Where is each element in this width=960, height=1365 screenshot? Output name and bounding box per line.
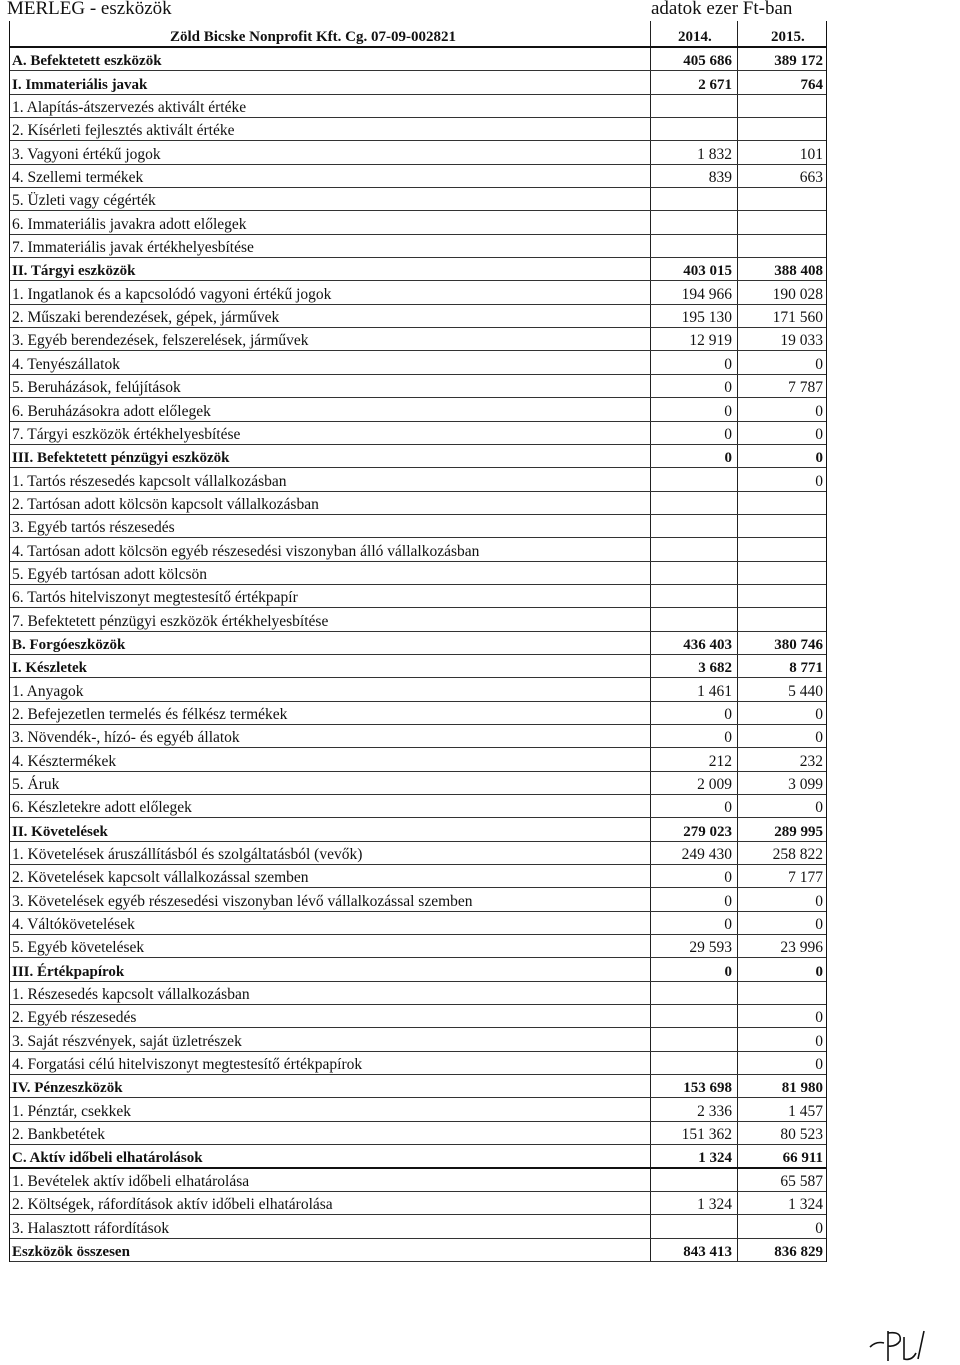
value-2014: 279 023	[683, 823, 732, 840]
value-2015: 289 995	[774, 823, 823, 840]
value-2014: 0	[724, 892, 732, 910]
column-divider	[737, 632, 738, 654]
row-label: 1. Pénztár, csekkek	[12, 1102, 132, 1120]
column-divider	[650, 95, 651, 117]
column-divider	[737, 258, 738, 280]
column-divider	[650, 748, 651, 770]
row-label: 1. Részesedés kapcsolt vállalkozásban	[12, 986, 250, 1004]
column-divider	[737, 281, 738, 303]
value-2015: 1 457	[788, 1102, 823, 1120]
table-row	[10, 211, 826, 234]
row-label: 5. Üzleti vagy cégérték	[12, 192, 156, 210]
row-label: 3. Saját részvények, saját üzletrészek	[12, 1032, 242, 1050]
table-row	[10, 468, 826, 491]
value-2015: 0	[815, 799, 823, 817]
column-divider	[737, 141, 738, 163]
row-label: 3. Követelések egyéb részesedési viszonyban lévő vállalkozással szemben	[12, 892, 473, 910]
table-row	[10, 492, 826, 515]
row-label: 1. Bevételek aktív időbeli elhatárolása	[12, 1172, 250, 1190]
column-divider	[650, 1122, 651, 1144]
value-2014: 0	[724, 355, 732, 373]
company-name: Zöld Bicske Nonprofit Kft. Cg. 07-09-002821	[170, 29, 456, 45]
table-row	[10, 118, 826, 141]
value-2015: 101	[799, 145, 823, 163]
column-divider	[737, 772, 738, 794]
column-divider	[650, 1075, 651, 1097]
column-divider	[650, 538, 651, 560]
value-2014: 153 698	[683, 1080, 732, 1097]
value-2015: 0	[815, 1219, 823, 1237]
table-row	[10, 562, 826, 585]
table-row	[10, 725, 826, 748]
value-2015: 7 177	[788, 869, 823, 887]
column-divider	[650, 888, 651, 910]
value-2014: 0	[724, 379, 732, 397]
column-divider	[650, 375, 651, 397]
value-2014: 249 430	[681, 846, 732, 864]
column-divider	[737, 608, 738, 630]
value-2015: 836 829	[774, 1243, 823, 1260]
column-divider	[650, 1215, 651, 1237]
row-label: Eszközök összesen	[12, 1243, 130, 1260]
row-label: 5. Beruházások, felújítások	[12, 379, 181, 397]
value-2014: 0	[724, 963, 732, 980]
column-divider	[737, 935, 738, 957]
row-label: 5. Egyéb követelések	[12, 939, 145, 957]
column-divider	[650, 935, 651, 957]
column-divider	[737, 351, 738, 373]
column-divider	[650, 71, 651, 93]
row-label: 4. Tartósan adott kölcsön egyéb részesedési viszonyban álló vállalkozásban	[12, 542, 480, 560]
row-label: 2. Befejezetlen termelés és félkész termékek	[12, 705, 288, 723]
value-2014: 403 015	[683, 263, 732, 280]
column-divider	[737, 95, 738, 117]
row-label: 6. Tartós hitelviszonyt megtestesítő értékpapír	[12, 589, 298, 607]
value-2014: 0	[724, 729, 732, 747]
value-2014: 0	[724, 705, 732, 723]
value-2014: 405 686	[683, 53, 732, 70]
table-row	[10, 375, 826, 398]
row-label: 3. Növendék-, hízó- és egyéb állatok	[12, 729, 240, 747]
column-divider	[737, 678, 738, 700]
row-label: 6. Beruházásokra adott előlegek	[12, 402, 211, 420]
column-divider	[650, 165, 651, 187]
column-divider	[650, 1005, 651, 1027]
value-2014: 151 362	[681, 1126, 732, 1144]
column-divider	[650, 678, 651, 700]
column-divider	[737, 1239, 738, 1261]
value-2014: 1 461	[697, 682, 732, 700]
row-label: 2. Műszaki berendezések, gépek, járművek	[12, 309, 280, 327]
column-divider	[737, 865, 738, 887]
column-divider	[650, 1098, 651, 1120]
column-divider	[737, 1122, 738, 1144]
value-2015: 0	[815, 729, 823, 747]
value-2015: 171 560	[772, 309, 823, 327]
row-label: II. Követelések	[12, 823, 108, 840]
column-divider	[650, 422, 651, 444]
row-label: II. Tárgyi eszközök	[12, 263, 136, 280]
column-divider	[650, 608, 651, 630]
table-row	[10, 1075, 826, 1098]
table-header-row	[10, 21, 826, 48]
table-row	[10, 1239, 826, 1262]
column-divider	[737, 211, 738, 233]
column-divider	[737, 1028, 738, 1050]
row-label: 5. Áruk	[12, 776, 60, 793]
value-2015: 65 587	[780, 1172, 823, 1190]
column-divider	[650, 141, 651, 163]
table-body	[10, 48, 826, 1262]
column-divider	[737, 422, 738, 444]
column-divider	[650, 562, 651, 584]
value-2015: 0	[815, 963, 823, 980]
value-2015: 8 771	[789, 660, 823, 677]
value-2015: 0	[815, 450, 823, 467]
column-divider	[737, 562, 738, 584]
column-divider	[650, 305, 651, 327]
table-row	[10, 71, 826, 94]
table-row	[10, 445, 826, 468]
value-2014: 195 130	[681, 309, 732, 327]
row-label: 2. Egyéb részesedés	[12, 1009, 137, 1027]
column-divider	[650, 772, 651, 794]
table-row	[10, 655, 826, 678]
year-2014-header: 2014.	[678, 29, 712, 45]
table-row	[10, 888, 826, 911]
column-divider	[737, 468, 738, 490]
column-divider	[650, 492, 651, 514]
column-divider	[737, 1052, 738, 1074]
value-2015: 388 408	[774, 263, 823, 280]
value-2014: 3 682	[698, 660, 732, 677]
column-divider	[650, 188, 651, 210]
table-row	[10, 1145, 826, 1168]
value-2015: 19 033	[780, 332, 823, 350]
balance-sheet-title: MERLEG - eszközök	[7, 0, 172, 19]
row-label: 4. Késztermékek	[12, 752, 117, 770]
table-row	[10, 608, 826, 631]
value-2015: 0	[815, 1009, 823, 1027]
column-divider	[737, 445, 738, 467]
row-label: 3. Egyéb tartós részesedés	[12, 519, 175, 537]
table-row	[10, 818, 826, 841]
column-divider	[737, 165, 738, 187]
value-2014: 1 324	[698, 1149, 732, 1166]
table-row	[10, 305, 826, 328]
row-label: 3. Egyéb berendezések, felszerelések, járművek	[12, 332, 309, 350]
table-row	[10, 1169, 826, 1192]
column-divider	[737, 1215, 738, 1237]
row-label: IV. Pénzeszközök	[12, 1080, 123, 1097]
column-divider	[737, 725, 738, 747]
row-label: 3. Halasztott ráfordítások	[12, 1219, 170, 1237]
table-row	[10, 422, 826, 445]
column-divider	[650, 1052, 651, 1074]
value-2015: 232	[799, 752, 823, 770]
table-row	[10, 1005, 826, 1028]
table-row	[10, 1028, 826, 1051]
column-divider	[737, 748, 738, 770]
table-row	[10, 258, 826, 281]
value-2015: 663	[799, 169, 823, 187]
column-divider	[650, 515, 651, 537]
column-divider	[737, 515, 738, 537]
value-2015: 66 911	[782, 1149, 823, 1166]
column-divider	[737, 398, 738, 420]
value-2015: 190 028	[772, 285, 823, 303]
value-2015: 0	[815, 705, 823, 723]
value-2014: 1 324	[697, 1196, 732, 1214]
column-divider	[737, 1192, 738, 1214]
column-divider	[737, 375, 738, 397]
column-divider	[650, 818, 651, 840]
value-2014: 1 832	[697, 145, 732, 163]
table-row	[10, 1122, 826, 1145]
value-2015: 0	[815, 355, 823, 373]
table-row	[10, 632, 826, 655]
column-divider	[650, 1145, 651, 1166]
row-label: 4. Forgatási célú hitelviszonyt megtestesítő értékpapírok	[12, 1056, 363, 1074]
row-label: 1. Tartós részesedés kapcsolt vállalkozásban	[12, 472, 287, 490]
value-2014: 436 403	[683, 636, 732, 653]
row-label: I. Immateriális javak	[12, 76, 148, 93]
column-divider	[650, 211, 651, 233]
table-row	[10, 328, 826, 351]
value-2014: 0	[724, 799, 732, 817]
row-label: III. Értékpapírok	[12, 963, 125, 980]
table-row	[10, 351, 826, 374]
value-2015: 0	[815, 892, 823, 910]
column-divider	[737, 655, 738, 677]
table-row	[10, 398, 826, 421]
column-divider	[650, 281, 651, 303]
value-2014: 2 009	[697, 776, 732, 793]
column-divider	[650, 1192, 651, 1214]
value-2014: 0	[724, 425, 732, 443]
row-label: III. Befektetett pénzügyi eszközök	[12, 450, 230, 467]
column-divider	[650, 632, 651, 654]
value-2014: 212	[708, 752, 732, 770]
value-2014: 839	[708, 169, 732, 187]
year-2015-header: 2015.	[771, 29, 805, 45]
column-divider	[650, 235, 651, 257]
column-divider	[737, 1098, 738, 1120]
column-divider	[650, 702, 651, 724]
row-label: C. Aktív időbeli elhatárolások	[12, 1149, 203, 1166]
value-2015: 0	[815, 1056, 823, 1074]
value-2015: 0	[815, 472, 823, 490]
value-2015: 389 172	[774, 53, 823, 70]
table-row	[10, 1215, 826, 1238]
column-divider	[650, 258, 651, 280]
column-divider	[650, 468, 651, 490]
row-label: 7. Immateriális javak értékhelyesbítése	[12, 239, 254, 257]
table-row	[10, 982, 826, 1005]
column-divider	[650, 655, 651, 677]
column-divider	[650, 351, 651, 373]
column-divider	[737, 538, 738, 560]
column-divider	[650, 118, 651, 140]
row-label: 2. Bankbetétek	[12, 1126, 105, 1144]
row-label: 2. Tartósan adott kölcsön kapcsolt vállalkozásban	[12, 495, 319, 513]
column-divider	[737, 328, 738, 350]
table-row	[10, 795, 826, 818]
value-2014: 2 671	[698, 76, 732, 93]
column-divider	[737, 912, 738, 934]
table-row	[10, 702, 826, 725]
column-divider	[737, 118, 738, 140]
row-label: 1. Követelések áruszállításból és szolgáltatásból (vevők)	[12, 846, 363, 864]
table-row	[10, 935, 826, 958]
column-divider	[650, 445, 651, 467]
column-divider	[737, 71, 738, 93]
column-divider	[650, 725, 651, 747]
value-2015: 0	[815, 1032, 823, 1050]
row-label: 4. Szellemi termékek	[12, 169, 144, 187]
row-label: B. Forgóeszközök	[12, 636, 126, 653]
value-2015: 81 980	[781, 1080, 823, 1097]
value-2014: 0	[724, 402, 732, 420]
value-2014: 29 593	[689, 939, 732, 957]
table-row	[10, 95, 826, 118]
column-divider	[737, 235, 738, 257]
row-label: I. Készletek	[12, 660, 87, 677]
table-row	[10, 235, 826, 258]
row-label: A. Befektetett eszközök	[12, 53, 162, 70]
value-2015: 7 787	[788, 379, 823, 397]
value-2015: 764	[800, 76, 823, 93]
column-divider	[737, 1075, 738, 1097]
value-2015: 80 523	[780, 1126, 823, 1144]
value-2014: 843 413	[683, 1243, 732, 1260]
table-row	[10, 281, 826, 304]
value-2015: 3 099	[788, 776, 823, 793]
units-note: adatok ezer Ft-ban	[651, 0, 793, 19]
column-divider	[650, 1239, 651, 1261]
column-divider	[650, 328, 651, 350]
row-label: 7. Tárgyi eszközök értékhelyesbítése	[12, 425, 241, 443]
table-row	[10, 165, 826, 188]
column-divider	[650, 21, 651, 46]
value-2014: 2 336	[697, 1102, 732, 1120]
value-2014: 0	[724, 869, 732, 887]
column-divider	[650, 48, 651, 70]
value-2015: 0	[815, 425, 823, 443]
column-divider	[737, 48, 738, 70]
value-2015: 0	[815, 916, 823, 934]
row-label: 2. Költségek, ráfordítások aktív időbeli elhatárolása	[12, 1196, 333, 1214]
value-2015: 1 324	[788, 1196, 823, 1214]
column-divider	[737, 1145, 738, 1166]
column-divider	[650, 1169, 651, 1191]
table-row	[10, 1192, 826, 1215]
column-divider	[737, 188, 738, 210]
table-row	[10, 748, 826, 771]
table-row	[10, 48, 826, 71]
row-label: 2. Kísérleti fejlesztés aktivált értéke	[12, 122, 235, 140]
row-label: 1. Anyagok	[12, 682, 84, 700]
column-divider	[737, 702, 738, 724]
table-row	[10, 1052, 826, 1075]
table-row	[10, 958, 826, 981]
table-row	[10, 865, 826, 888]
column-divider	[737, 982, 738, 1004]
table-row	[10, 141, 826, 164]
row-label: 7. Befektetett pénzügyi eszközök értékhelyesbítése	[12, 612, 329, 630]
column-divider	[737, 492, 738, 514]
column-divider	[650, 865, 651, 887]
row-label: 5. Egyéb tartósan adott kölcsön	[12, 565, 207, 583]
row-label: 6. Készletekre adott előlegek	[12, 799, 192, 817]
table-row	[10, 515, 826, 538]
value-2015: 0	[815, 402, 823, 420]
column-divider	[737, 305, 738, 327]
table-row	[10, 538, 826, 561]
column-divider	[650, 982, 651, 1004]
column-divider	[737, 21, 738, 46]
value-2014: 0	[724, 916, 732, 934]
signature-initials	[866, 1327, 936, 1363]
table-row	[10, 188, 826, 211]
column-divider	[650, 912, 651, 934]
column-divider	[650, 1028, 651, 1050]
table-row	[10, 585, 826, 608]
value-2015: 5 440	[788, 682, 823, 700]
column-divider	[650, 795, 651, 817]
column-divider	[650, 842, 651, 864]
table-row	[10, 1098, 826, 1121]
table-row	[10, 772, 826, 795]
balance-sheet-table	[9, 21, 827, 1262]
row-label: 4. Váltókövetelések	[12, 916, 135, 934]
column-divider	[737, 842, 738, 864]
row-label: 2. Követelések kapcsolt vállalkozással szemben	[12, 869, 309, 887]
column-divider	[737, 1005, 738, 1027]
row-label: 1. Ingatlanok és a kapcsolódó vagyoni értékű jogok	[12, 285, 332, 303]
column-divider	[737, 888, 738, 910]
table-row	[10, 842, 826, 865]
column-divider	[737, 585, 738, 607]
column-divider	[737, 818, 738, 840]
value-2014: 0	[724, 450, 732, 467]
value-2015: 258 822	[772, 846, 823, 864]
column-divider	[650, 958, 651, 980]
column-divider	[650, 585, 651, 607]
row-label: 3. Vagyoni értékű jogok	[12, 145, 161, 163]
column-divider	[650, 398, 651, 420]
value-2014: 194 966	[681, 285, 732, 303]
column-divider	[737, 958, 738, 980]
row-label: 1. Alapítás-átszervezés aktivált értéke	[12, 99, 247, 117]
value-2015: 23 996	[780, 939, 823, 957]
value-2014: 12 919	[689, 332, 732, 350]
row-label: 4. Tenyészállatok	[12, 355, 120, 373]
column-divider	[737, 795, 738, 817]
value-2015: 380 746	[774, 636, 823, 653]
row-label: 6. Immateriális javakra adott előlegek	[12, 215, 247, 233]
column-divider	[737, 1169, 738, 1191]
table-row	[10, 912, 826, 935]
table-row	[10, 678, 826, 701]
